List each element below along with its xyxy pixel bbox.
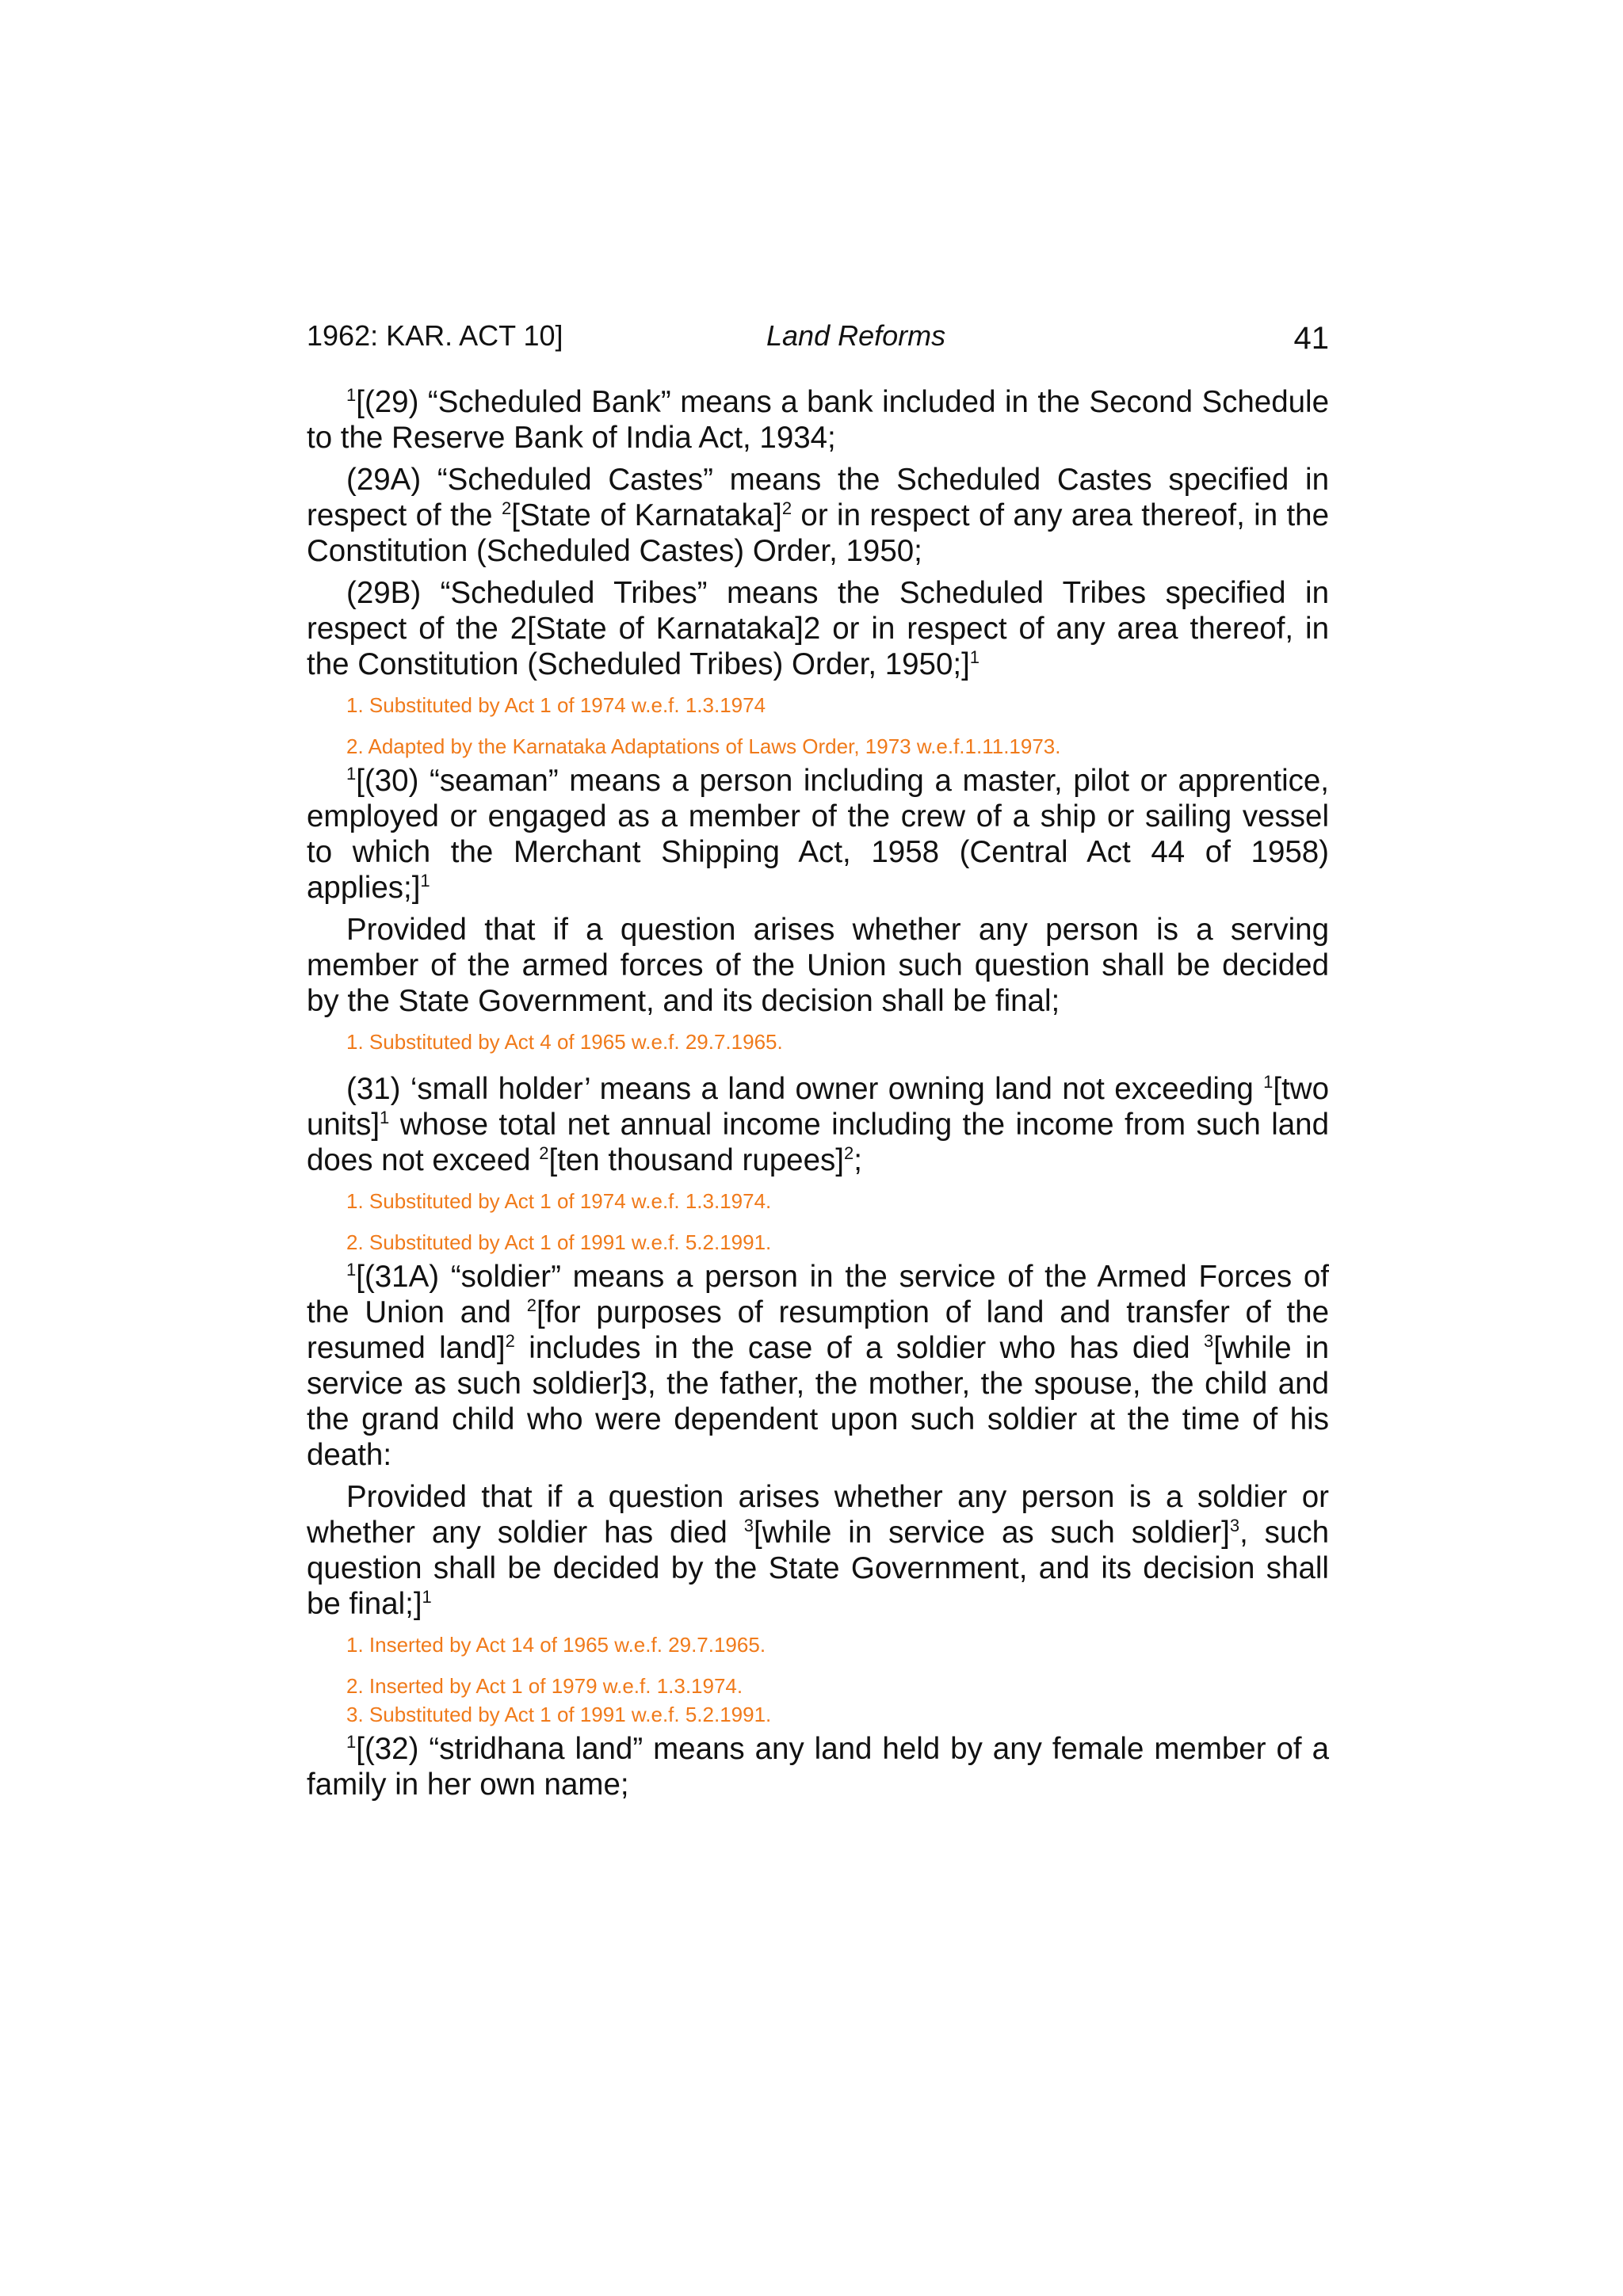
- running-title: Land Reforms: [766, 319, 946, 352]
- clause-31: [307, 1071, 1329, 1178]
- clause-30: [307, 763, 1329, 906]
- clause-30-proviso: Provided that if a question arises whether any person is a serving member of the armed forces of the Union such question shall be decided by the State Government, and its decision shall be final;: [307, 913, 1329, 1018]
- amendment-note: 1. Inserted by Act 14 of 1965 w.e.f. 29.7.1965.: [346, 1633, 766, 1657]
- amendment-note: 2. Inserted by Act 1 of 1979 w.e.f. 1.3.1974.: [346, 1674, 743, 1698]
- clause-31a-proviso: [307, 1479, 1329, 1622]
- clause-29b: [307, 575, 1329, 682]
- clause-text: [(29) “Scheduled Bank” means a bank included in the Second Schedule to the Reserve Bank of India Act, 1934;: [307, 385, 1329, 455]
- clause-text: [(31A) “soldier” means a person in the service of the Armed Forces of the Union and: [307, 1260, 1329, 1329]
- footnote-marker: 3: [743, 1516, 754, 1536]
- footnote-marker: 1: [380, 1108, 390, 1128]
- clause-text: [(30) “seaman” means a person including a master, pilot or apprentice, employed or engaged as a member of the crew of a ship or sailing vessel to which the Merchant Shipping Act, 1958 (Central Act 44 of 1958) applies;]: [307, 764, 1329, 905]
- clause-text: (29B) “Scheduled Tribes” means the Scheduled Tribes specified in respect of the 2[State of Karnataka]2 or in respect of any area thereof, in the Constitution (Scheduled Tribes) Order, 1950;]: [307, 576, 1329, 681]
- footnote-marker: 3: [1229, 1516, 1240, 1536]
- clause-text: [while in service as such soldier]3, the father, the mother, the spouse, the child and the grand child who were dependent upon such soldier at the time of his death:: [307, 1331, 1329, 1472]
- clause-text: or in respect of any area thereof, in the Constitution (Scheduled Castes) Order, 1950;: [307, 498, 1329, 568]
- page: [307, 313, 1329, 1809]
- amendment-note: 3. Substituted by Act 1 of 1991 w.e.f. 5.2.1991.: [346, 1703, 772, 1726]
- clause-text: whose total net annual income including the income from such land does not exceed: [307, 1108, 1329, 1177]
- footnote-marker: 2: [843, 1143, 854, 1164]
- clause-31a: [307, 1259, 1329, 1473]
- footnote-marker: 1: [346, 385, 357, 406]
- clause-text: [(32) “stridhana land” means any land held by any female member of a family in her own name;: [307, 1732, 1329, 1802]
- clause-text: (31) ‘small holder’ means a land owner owning land not exceeding: [346, 1072, 1264, 1106]
- footnote-marker: 1: [346, 1732, 357, 1753]
- page-number: 41: [1293, 321, 1329, 356]
- amendment-note: 1. Substituted by Act 4 of 1965 w.e.f. 29.7.1965.: [346, 1030, 783, 1054]
- footnote-marker: 1: [346, 764, 357, 784]
- clause-text: includes in the case of a soldier who has died: [514, 1331, 1205, 1365]
- clause-text: [while in service as such soldier]: [753, 1516, 1230, 1550]
- page-header: [307, 313, 1329, 360]
- amendment-note: 1. Substituted by Act 1 of 1974 w.e.f. 1.3.1974: [346, 693, 766, 717]
- footnote-marker: 2: [526, 1295, 537, 1316]
- footnote-marker: 1: [346, 1260, 357, 1280]
- clause-text: [ten thousand rupees]: [548, 1143, 844, 1177]
- footnote-marker: 1: [422, 1587, 432, 1608]
- footnote-marker: 1: [1263, 1072, 1274, 1093]
- footnote-marker: 2: [501, 498, 512, 519]
- footnote-marker: 2: [539, 1143, 549, 1164]
- clause-text: [two units]: [307, 1072, 1329, 1142]
- clause-text: ;: [854, 1143, 862, 1177]
- amendment-note: 2. Substituted by Act 1 of 1991 w.e.f. 5.2.1991.: [346, 1230, 772, 1254]
- footnote-marker: 2: [781, 498, 792, 519]
- clause-text: Provided that if a question arises whether any person is a soldier or whether any soldier has died: [307, 1480, 1329, 1550]
- footnote-marker: 1: [969, 647, 980, 668]
- clause-29a: [307, 462, 1329, 569]
- act-reference: 1962: KAR. ACT 10]: [307, 319, 563, 352]
- clause-text: [for purposes of resumption of land and transfer of the resumed land]: [307, 1295, 1329, 1365]
- clause-29: [307, 384, 1329, 456]
- clause-text: (29A) “Scheduled Castes” means the Scheduled Castes specified in respect of the: [307, 463, 1329, 532]
- footnote-marker: 1: [420, 871, 430, 891]
- amendment-note: 1. Substituted by Act 1 of 1974 w.e.f. 1.3.1974.: [346, 1189, 772, 1213]
- clause-32: [307, 1731, 1329, 1802]
- amendment-note: 2. Adapted by the Karnataka Adaptations of Laws Order, 1973 w.e.f.1.11.1973.: [346, 734, 1061, 758]
- footnote-marker: 2: [505, 1331, 515, 1352]
- footnote-marker: 3: [1204, 1331, 1214, 1352]
- clause-text: , such question shall be decided by the State Government, and its decision shall be final;]: [307, 1516, 1329, 1621]
- document-body: [307, 384, 1329, 1802]
- clause-text: [State of Karnataka]: [511, 498, 782, 532]
